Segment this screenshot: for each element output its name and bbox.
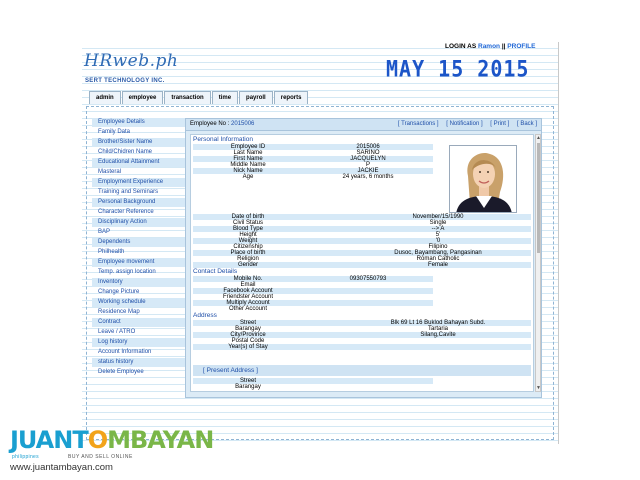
field-label: Age <box>242 174 254 180</box>
sidebar-item[interactable]: Delete Employee <box>98 369 144 375</box>
info-row <box>193 262 531 268</box>
sidebar-item[interactable]: Disciplinary Action <box>92 218 186 227</box>
nav-tab-employee[interactable]: employee <box>122 91 164 104</box>
nav-tab-time[interactable]: time <box>212 91 238 104</box>
watermark-tagline: BUY AND SELL ONLINE <box>68 454 133 460</box>
field-label: Citizenship <box>233 244 263 250</box>
watermark-country: philippines <box>12 454 39 460</box>
field-label: Facebook Account <box>223 288 273 294</box>
info-row <box>193 306 433 312</box>
current-date: MAY 15 2015 <box>386 55 530 83</box>
field-value: Female <box>427 262 448 268</box>
info-row <box>193 384 433 390</box>
scrollbar-thumb[interactable] <box>537 143 540 253</box>
employee-detail-panel <box>185 118 542 398</box>
sidebar-item[interactable]: Log history <box>92 338 186 347</box>
transactions-link[interactable]: [ Transactions ] <box>397 121 439 127</box>
field-value: JACKIE <box>357 168 379 174</box>
present-address-header: [ Present Address ] <box>193 365 531 376</box>
login-status: LOGIN AS Ramon || PROFILE <box>445 43 536 50</box>
employee-sidebar-menu <box>92 118 186 378</box>
field-label: Blood Type <box>233 226 263 232</box>
contact-details-title: Contact Details <box>193 268 238 275</box>
field-label: Barangay <box>235 326 261 332</box>
field-label: Other Account <box>228 306 268 312</box>
info-row <box>193 344 531 350</box>
field-value: JACQUELYN <box>350 156 386 162</box>
nav-tab-reports[interactable]: reports <box>274 91 309 104</box>
sidebar-item[interactable]: Working schedule <box>92 298 186 307</box>
field-value: Filipino <box>428 244 448 250</box>
sidebar-item[interactable]: Contract <box>92 318 186 327</box>
field-label: Street <box>239 320 256 326</box>
sidebar-item[interactable]: Family Data <box>98 129 131 135</box>
field-value: Tartaria <box>427 326 448 332</box>
info-scrollbar[interactable] <box>535 134 541 392</box>
field-label: Civil Status <box>232 220 263 226</box>
sidebar-item[interactable]: status history <box>92 358 186 367</box>
field-value: November/15/1990 <box>412 214 464 220</box>
sidebar-item[interactable]: Personal Background <box>92 198 186 207</box>
profile-link[interactable]: PROFILE <box>507 43 536 50</box>
field-label: Nick Name <box>233 168 263 174</box>
field-label: Place of birth <box>230 250 266 256</box>
sidebar-item[interactable]: Child/Chidren Name <box>98 149 153 155</box>
field-label: First Name <box>233 156 263 162</box>
scroll-up-icon[interactable]: ▲ <box>536 135 541 141</box>
field-label: Height <box>239 232 257 238</box>
sidebar-item[interactable]: Employment Experience <box>92 178 186 187</box>
field-value: Single <box>429 220 447 226</box>
back-link[interactable]: [ Back ] <box>516 121 537 127</box>
field-label: Friendster Account <box>222 294 274 300</box>
employee-photo <box>449 145 517 213</box>
panel-actions <box>392 121 537 127</box>
sidebar-item[interactable]: Philhealth <box>98 249 125 255</box>
app-logo: HRweb.ph <box>84 51 179 71</box>
field-value: SARINO <box>356 150 380 156</box>
field-value: Blk 69 Lt 16 Buklod Bahayan Subd. <box>390 320 486 326</box>
field-label: Last Name <box>233 150 263 156</box>
field-label: Weight <box>238 238 258 244</box>
field-value: 09307550793 <box>349 276 387 282</box>
field-label: Gender <box>237 262 258 268</box>
scroll-down-icon[interactable]: ▼ <box>536 385 541 391</box>
sidebar-item[interactable]: Account Information <box>98 349 152 355</box>
field-value: Silang,Cavite <box>420 332 456 338</box>
field-value: 24 years, 6 months <box>342 174 394 180</box>
sidebar-item[interactable]: Temp. assign location <box>98 269 156 275</box>
sidebar-item[interactable]: Brother/Sister Name <box>92 138 186 147</box>
sidebar-item[interactable]: Leave / ATRO <box>98 329 136 335</box>
nav-tab-payroll[interactable]: payroll <box>239 91 273 104</box>
nav-tab-admin[interactable]: admin <box>89 91 121 104</box>
login-user-link[interactable]: Ramon <box>478 43 501 50</box>
sidebar-item[interactable]: Dependents <box>92 238 186 247</box>
field-value: Roman Catholic <box>416 256 460 262</box>
employee-info-scroll[interactable] <box>190 134 534 392</box>
sidebar-item[interactable]: Residence Map <box>98 309 140 315</box>
field-value: 5' <box>435 232 441 238</box>
hr-app-page <box>82 42 559 444</box>
field-label: Religion <box>237 256 259 262</box>
sidebar-item[interactable]: Character Reference <box>98 209 154 215</box>
field-label: City/Province <box>230 332 266 338</box>
field-label: Date of birth <box>231 214 265 220</box>
sidebar-item[interactable]: Employee Details <box>92 118 186 127</box>
field-value: P <box>365 162 370 168</box>
notification-link[interactable]: [ Notification ] <box>446 121 483 127</box>
sidebar-item[interactable]: Educational Attainment <box>92 158 186 167</box>
field-label: Mobile No. <box>233 276 263 282</box>
field-label: Street <box>239 378 256 384</box>
field-label: Multiply Account <box>226 300 270 306</box>
watermark-url: www.juantambayan.com <box>10 462 113 473</box>
sidebar-item[interactable]: Inventory <box>92 278 186 287</box>
field-label: Year(s) of Stay <box>228 344 268 350</box>
field-value: --> A <box>431 226 445 232</box>
panel-header <box>186 119 542 131</box>
sidebar-item[interactable]: Masteral <box>98 169 122 175</box>
portrait-image <box>450 146 517 213</box>
field-label: Barangay <box>235 384 261 390</box>
field-value: 2015006 <box>356 144 380 150</box>
field-value: Dusoc, Bayambang, Pangasinan <box>394 250 482 256</box>
address-title: Address <box>193 312 217 319</box>
nav-tab-transaction[interactable]: transaction <box>164 91 210 104</box>
watermark-brand: JUANTOMBAYAN <box>10 426 214 454</box>
field-label: Postal Code <box>231 338 265 344</box>
company-name: SERT TECHNOLOGY INC. <box>85 78 165 84</box>
field-label: Middle Name <box>230 162 266 168</box>
watermark-logo <box>8 424 214 474</box>
sidebar-item[interactable]: Change Picture <box>98 289 140 295</box>
employee-number: Employee No : 2015006 <box>190 121 255 127</box>
top-navigation <box>89 91 309 104</box>
field-value: '0 <box>435 238 441 244</box>
field-label: Employee ID <box>230 144 266 150</box>
info-row <box>193 174 433 180</box>
personal-info-title: Personal Information <box>193 136 253 143</box>
field-label: Email <box>240 282 256 288</box>
print-link[interactable]: [ Print ] <box>490 121 510 127</box>
sidebar-item[interactable]: Training and Seminars <box>98 189 159 195</box>
sidebar-item[interactable]: Employee movement <box>92 258 186 267</box>
sidebar-item[interactable]: BAP <box>98 229 111 235</box>
